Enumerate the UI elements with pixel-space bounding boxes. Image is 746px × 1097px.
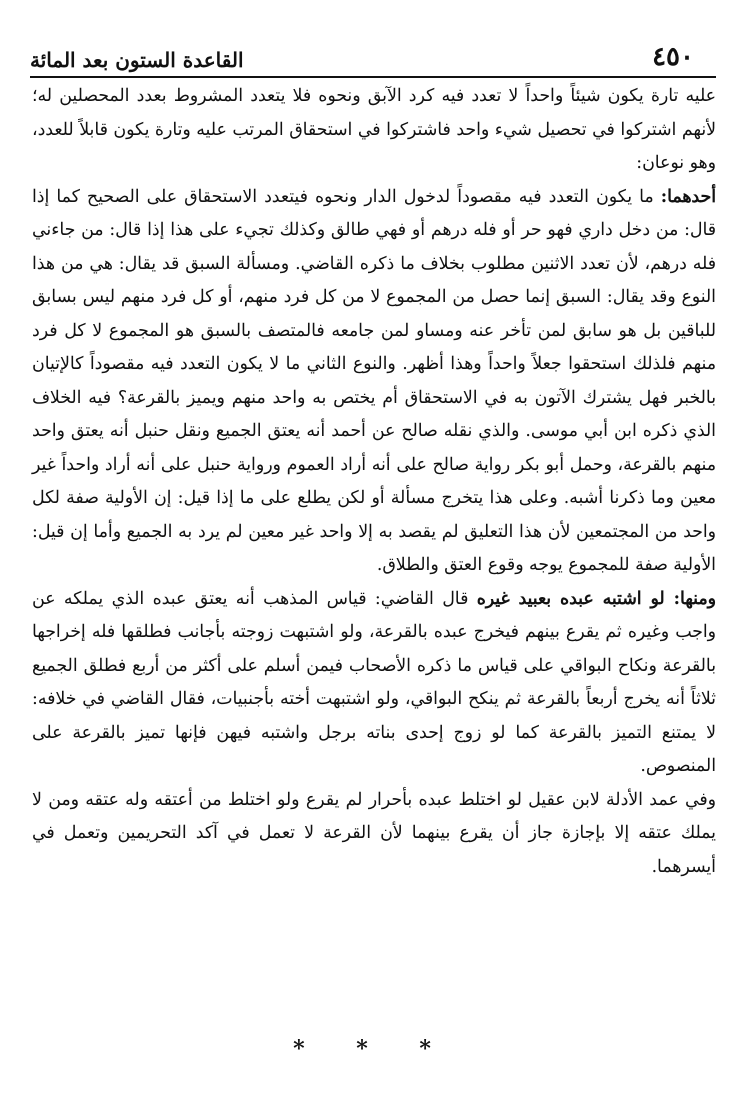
- text-body: [32, 80, 716, 884]
- paragraph-text: ما يكون التعدد فيه مقصوداً لدخول الدار ونحوه فيتعدد الاستحقاق على الصحيح كما إذا قال: من دخل داري فهو حر أو فله درهم أو فهي طالق وكذلك تجيء على هذا إذا قال: من جاءني فله درهم، لأن تعدد الاثنين مطلوب بخلاف ما ذكره القاضي. ومسألة السبق قد يقال: هي من هذا النوع وقد يقال: السبق إنما حصل من المجموع لا من كل فرد منهم، أو كل فرد منهم ليس بسابق للباقين بل هو سابق لمن تأخر عنه ومساو لمن جامعه فالمتصف بالسبق هو المجموع لا كل فرد منهم فلذلك استحقوا جعلاً واحداً وهذا أظهر. والنوع الثاني ما لا يكون التعدد فيه مقصوداً كالإتيان بالخبر فهل يشترك الآتون به في الاستحقاق أم يختص به واحد منهم ويميز بالقرعة؟ فيه الخلاف الذي ذكره ابن أبي موسى. والذي نقله صالح عن أحمد أنه يعتق الجميع ونقل حنبل أنه يعتق واحد منهم بالقرعة، وحمل أبو بكر رواية صالح على أنه أراد العموم ورواية حنبل على أنه أراد واحداً غير معين وما ذكرنا أشبه. وعلى هذا يتخرج مسألة أو لكن يطلع على ما إذا قيل: إن الأولية صفة لكل واحد من المجتمعين لأن هذا التعليق لم يقصد به إلا واحد غير معين لم يرد به الجميع وأما إن قيل: الأولية صفة للمجموع يوجه وقوع العتق والطلاق.: [32, 186, 716, 575]
- paragraph-4: [32, 784, 716, 885]
- running-title: القاعدة الستون بعد المائة: [30, 48, 244, 72]
- paragraph-text: قال القاضي: قياس المذهب أنه يعتق عبده الذي يملكه عن واجب وغيره ثم يقرع بينهم فيخرج عبده بالقرعة، ولو اشتبهت زوجته بأجانب فطلقها فله إخراجها بالقرعة ونكاح البواقي على قياس ما ذكره الأصحاب فيمن أسلم على أكثر من أربع فطلق الجميع ثلاثاً أنه يخرج أربعاً بالقرعة ثم ينكح البواقي، ولو اشتبهت أخته بأجنبيات، فقال القاضي في خلافه: لا يمتنع التميز بالقرعة كما لو زوج إحدى بناته برجل واشتبه فيهن فإنها تميز بالقرعة على المنصوص.: [32, 588, 716, 776]
- page-number: ٤٥٠: [652, 42, 694, 72]
- paragraph-1: [32, 80, 716, 181]
- paragraph-lead: أحدهما:: [660, 186, 716, 207]
- paragraph-lead: ومنها: لو اشتبه عبده بعبيد غيره: [476, 588, 716, 609]
- paragraph-3: [32, 583, 716, 784]
- page-header: [30, 38, 716, 72]
- paragraph-2: [32, 181, 716, 583]
- paragraph-text: وفي عمد الأدلة لابن عقيل لو اختلط عبده بأحرار لم يقرع ولو اختلط من أعتقه وله عتقه ومن لا يملك عتقه إلا بإجازة جاز أن يقرع بينهما لأن القرعة لا تعمل في آكد التحريمين وتعمل في أيسرهما.: [32, 789, 716, 877]
- header-rule: [30, 76, 716, 78]
- section-separator: * * *: [293, 1036, 453, 1062]
- paragraph-text: عليه تارة يكون شيئاً واحداً لا تعدد فيه كرد الآبق ونحوه فلا يتعدد المشروط بعدد المحصلين له؛ لأنهم اشتركوا في تحصيل شيء واحد فاشتركوا في استحقاق المرتب عليه وتارة يكون قابلاً للعدد، وهو نوعان:: [32, 86, 716, 173]
